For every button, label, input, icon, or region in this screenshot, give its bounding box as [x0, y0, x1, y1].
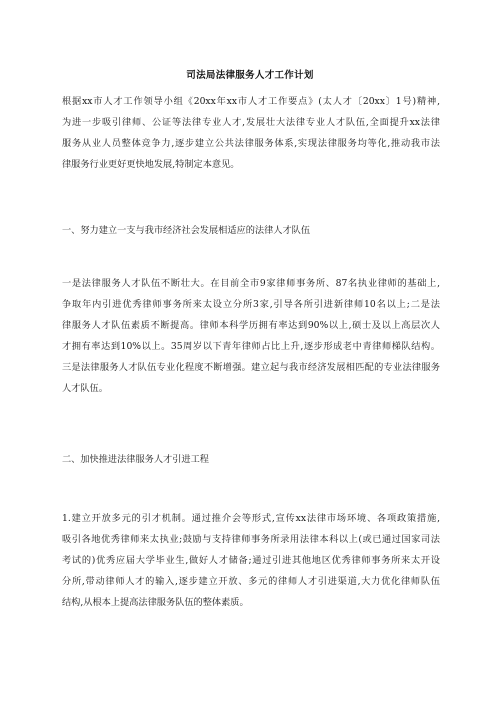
section1-line: 人才队伍。 — [62, 383, 108, 394]
section2-line: 吸引各地优秀律师来太执业;鼓励与支持律师事务所录用法律本科以上(或已通过国家司法 — [62, 534, 440, 545]
section2-line: 1.建立开放多元的引才机制。通过推介会等形式,宣传xx法律市场环境、各项政策措施, — [62, 513, 440, 524]
section1-line: 一是法律服务人才队伍不断壮大。在目前全市9家律师事务所、87名执业律师的基础上, — [62, 278, 440, 289]
intro-paragraph — [62, 91, 440, 175]
intro-line: 服务从业人员整体竞争力,逐步建立公共法律服务体系,实现法律服务均等化,推动我市法 — [62, 138, 440, 149]
document-title: 司法局法律服务人才工作计划 — [186, 70, 314, 81]
section2-heading: 二、加快推进法律服务人才引进工程 — [62, 454, 209, 465]
intro-line: 根据xx市人才工作领导小组《20xx年xx市人才工作要点》(太人才〔20xx〕1号)精神, — [62, 96, 440, 107]
section1-line: 争取年内引进优秀律师事务所来太设立分所3家,引导各所引进新律师10名以上;二是法 — [62, 299, 440, 310]
intro-line: 律服务行业更好更快地发展,特制定本意见。 — [62, 159, 240, 170]
intro-line: 为进一步吸引律师、公证等法律专业人才,发展壮大法律专业人才队伍,全面提升xx法律 — [62, 117, 440, 128]
section1-paragraph — [62, 273, 440, 399]
section2-line: 结构,从根本上提高法律服务队伍的整体素质。 — [62, 597, 249, 608]
section2-line: 考试的)优秀应届大学毕业生,做好人才储备;通过引进其他地区优秀律师事务所来太开设 — [62, 555, 440, 566]
section1-line: 才拥有率达到10%以上。35周岁以下青年律师占比上升,逐步形成老中青律师梯队结构。 — [62, 341, 440, 352]
section2-line: 分所,带动律师人才的输入,逐步建立开放、多元的律师人才引进渠道,大力优化律师队伍 — [62, 576, 440, 587]
section1-line: 三是法律服务人才队伍专业化程度不断增强。建立起与我市经济发展相匹配的专业法律服务 — [62, 362, 440, 373]
section1-heading: 一、努力建立一支与我市经济社会发展相适应的法律人才队伍 — [62, 225, 311, 236]
section1-line: 律服务人才队伍素质不断提高。律师本科学历拥有率达到90%以上,硕士及以上高层次人 — [62, 320, 440, 331]
section2-paragraph — [62, 508, 440, 613]
